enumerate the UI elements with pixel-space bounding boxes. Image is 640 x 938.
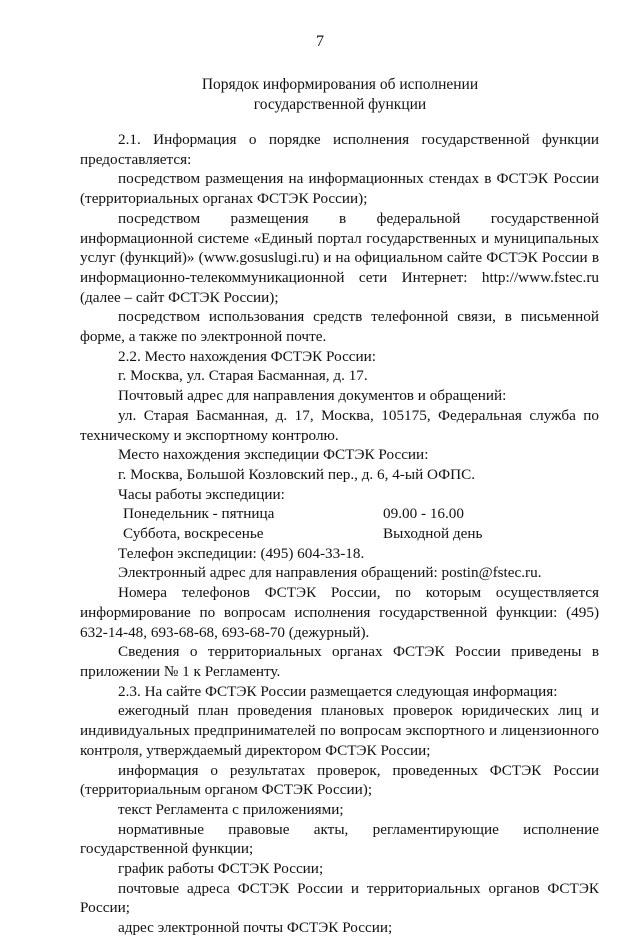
heading-line-2: государственной функции (253, 96, 427, 113)
schedule-hours: 09.00 - 16.00 (383, 505, 464, 523)
page-number: 7 (316, 33, 324, 50)
paragraph: Телефон экспедиции: (495) 604-33-18. (118, 544, 365, 562)
paragraph: почтовые адреса ФСТЭК России и территориальных органов ФСТЭК России; (80, 879, 599, 917)
document-body (80, 130, 599, 938)
paragraph: посредством размещения в федеральной государственной информационной системе «Единый портал государственных и муниципальных услуг (функций)» (www.gosuslugi.ru) и на официальном сайте ФСТЭК России в информационно-телекоммуникационной сети Интернет: http://www.fstec.ru (далее – сайт ФСТЭК России); (80, 209, 599, 306)
paragraph: посредством использования средств телефонной связи, в письменной форме, а также по электронной почте. (80, 308, 599, 346)
paragraph: Почтовый адрес для направления документов и обращений: (118, 387, 507, 405)
heading-line-1: Порядок информирования об исполнении (201, 76, 479, 93)
paragraph: Электронный адрес для направления обращений: postin@fstec.ru. (118, 564, 542, 582)
paragraph: посредством размещения на информационных стендах в ФСТЭК России (территориальных органах ФСТЭК России); (80, 170, 599, 208)
paragraph: г. Москва, ул. Старая Басманная, д. 17. (118, 367, 368, 385)
paragraph: ежегодный план проведения плановых проверок юридических лиц и индивидуальных предпринимателей по вопросам экспортного и лицензионного контроля, утверждаемый директором ФСТЭК России; (80, 702, 599, 759)
paragraph: 2.1. Информация о порядке исполнения государственной функции предоставляется: (80, 131, 599, 168)
paragraph: текст Регламента с приложениями; (118, 800, 344, 818)
paragraph: Часы работы экспедиции: (118, 485, 285, 503)
paragraph: Место нахождения экспедиции ФСТЭК России: (118, 446, 429, 464)
paragraph: ул. Старая Басманная, д. 17, Москва, 105175, Федеральная служба по техническому и экспортному контролю. (80, 406, 599, 444)
schedule-days: Суббота, воскресенье (123, 525, 264, 543)
paragraph: Номера телефонов ФСТЭК России, по которым осуществляется информирование по вопросам исполнения государственной функции: (495) 632-14-48, 693-68-68, 693-68-70 (дежурный). (80, 584, 599, 641)
paragraph: 2.3. На сайте ФСТЭК России размещается следующая информация: (118, 682, 558, 700)
paragraph: информация о результатах проверок, проведенных ФСТЭК России (территориальным органом ФСТЭК России); (80, 761, 599, 799)
schedule-hours: Выходной день (383, 525, 483, 543)
paragraph: адрес электронной почты ФСТЭК России; (118, 919, 393, 937)
paragraph: нормативные правовые акты, регламентирующие исполнение государственной функции; (80, 820, 599, 858)
schedule-days: Понедельник - пятница (123, 505, 275, 523)
section-heading (80, 75, 600, 115)
paragraph: г. Москва, Большой Козловский пер., д. 6, 4-ый ОФПС. (118, 465, 476, 483)
paragraph: Сведения о территориальных органах ФСТЭК России приведены в приложении № 1 к Регламенту. (80, 643, 599, 680)
schedule-row (80, 524, 599, 544)
paragraph: 2.2. Место нахождения ФСТЭК России: (118, 347, 377, 365)
schedule-row (80, 504, 599, 524)
paragraph: график работы ФСТЭК России; (118, 860, 324, 878)
